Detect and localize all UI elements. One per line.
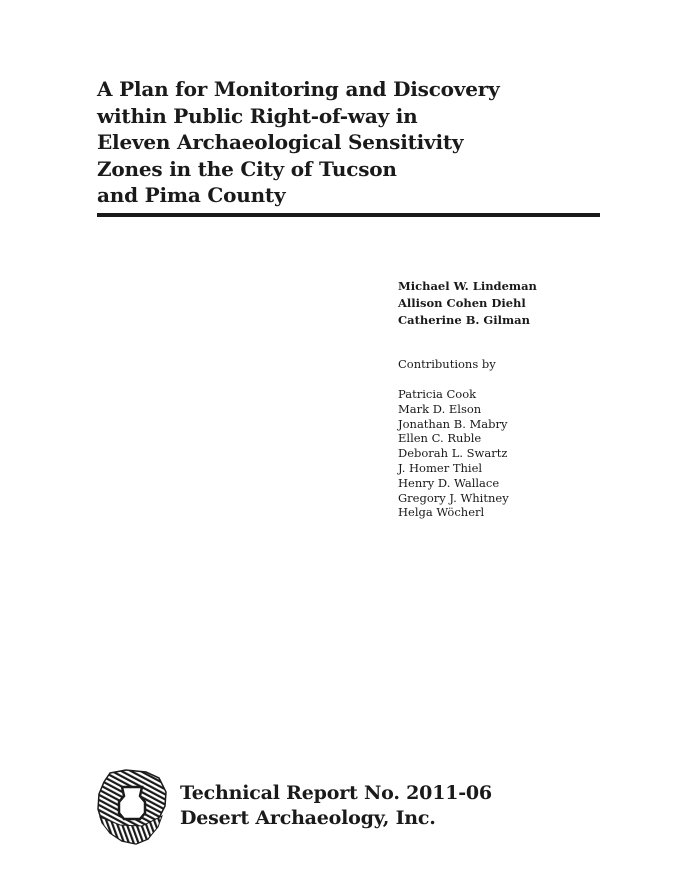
contributor-name: Henry D. Wallace — [398, 475, 500, 490]
title-line: Zones in the City of Tucson — [97, 156, 397, 181]
contributor-name: Jonathan B. Mabry — [398, 416, 508, 431]
contributor-name: Mark D. Elson — [398, 401, 482, 416]
contributor-list — [398, 387, 509, 520]
contributor-name: Gregory J. Whitney — [398, 490, 509, 505]
author-name: Allison Cohen Diehl — [398, 296, 526, 310]
report-info — [180, 781, 492, 831]
contributions-label: Contributions by — [398, 357, 496, 371]
contributor-name: Ellen C. Ruble — [398, 431, 482, 446]
contributor-name: Helga Wöcherl — [398, 505, 485, 520]
contributor-name: Patricia Cook — [398, 387, 477, 401]
desert-archaeology-logo-icon — [96, 769, 168, 845]
author-list — [398, 278, 537, 329]
title-line: and Pima County — [97, 183, 286, 207]
contributor-name: J. Homer Thiel — [398, 460, 483, 475]
title-line: Eleven Archaeological Sensitivity — [97, 130, 464, 154]
report-number: Technical Report No. 2011-06 — [180, 782, 492, 804]
title-line: A Plan for Monitoring and Discovery — [97, 77, 500, 101]
author-name: Catherine B. Gilman — [398, 313, 530, 327]
publisher-name: Desert Archaeology, Inc. — [180, 807, 436, 829]
report-title — [97, 76, 537, 209]
title-line: within Public Right-of-way in — [97, 103, 418, 128]
author-name: Michael W. Lindeman — [398, 279, 537, 293]
title-rule — [97, 213, 600, 217]
contributor-name: Deborah L. Swartz — [398, 446, 508, 461]
